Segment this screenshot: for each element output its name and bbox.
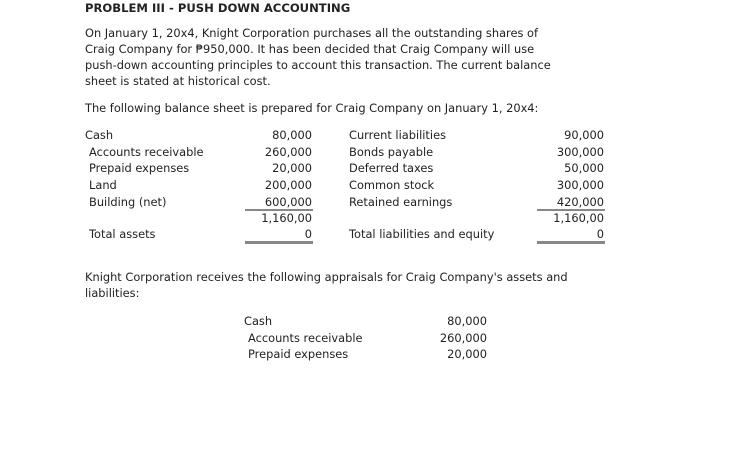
asset-amount: 20,000	[272, 161, 312, 175]
liability-amount: 300,000	[556, 178, 604, 192]
asset-amount: 260,000	[264, 145, 312, 159]
asset-amount: 200,000	[264, 178, 312, 192]
liability-amount: 50,000	[564, 161, 604, 175]
total-assets-amount-cont: 0	[304, 227, 312, 241]
balance-sheet-intro: The following balance sheet is prepared for Craig Company on January 1, 20x4:	[85, 101, 539, 115]
liability-amount: 420,000	[556, 195, 604, 209]
liability-label: Current liabilities	[349, 128, 447, 142]
intro-line: On January 1, 20x4, Knight Corporation purchases all the outstanding shares of	[85, 26, 539, 40]
liability-label: Retained earnings	[349, 195, 453, 209]
liability-amount: 300,000	[556, 145, 604, 159]
asset-label: Accounts receivable	[89, 145, 204, 159]
asset-amount: 80,000	[272, 128, 312, 142]
appraisal-label: Prepaid expenses	[248, 347, 349, 361]
appraisal-amount: 80,000	[447, 314, 487, 328]
total-liabilities-amount-cont: 0	[596, 227, 604, 241]
appraisal-label: Cash	[244, 314, 273, 328]
total-liabilities-label: Total liabilities and equity	[349, 227, 495, 241]
asset-label: Land	[89, 178, 117, 192]
appraisal-label: Accounts receivable	[248, 331, 363, 345]
intro-line: push-down accounting principles to account this transaction. The current balance	[85, 58, 551, 72]
appraisal-amount: 20,000	[447, 347, 487, 361]
total-assets-amount: 1,160,00	[261, 211, 312, 225]
intro-line: Craig Company for ₱950,000. It has been decided that Craig Company will use	[85, 42, 535, 56]
asset-amount: 600,000	[264, 195, 312, 209]
total-assets-label: Total assets	[89, 227, 156, 241]
liability-label: Deferred taxes	[349, 161, 434, 175]
appraisal-amount: 260,000	[439, 331, 487, 345]
problem-title: PROBLEM III - PUSH DOWN ACCOUNTING	[85, 1, 351, 15]
total-liabilities-amount: 1,160,00	[553, 211, 604, 225]
total-double-rule	[245, 241, 313, 244]
liability-amount: 90,000	[564, 128, 604, 142]
asset-label: Building (net)	[89, 195, 167, 209]
appraisal-intro-line: Knight Corporation receives the following appraisals for Craig Company's assets and	[85, 270, 568, 284]
intro-line: sheet is stated at historical cost.	[85, 74, 271, 88]
appraisal-intro-line: liabilities:	[85, 286, 140, 300]
asset-label: Prepaid expenses	[89, 161, 190, 175]
asset-label: Cash	[85, 128, 114, 142]
total-double-rule	[537, 241, 605, 244]
liability-label: Bonds payable	[349, 145, 434, 159]
liability-label: Common stock	[349, 178, 435, 192]
